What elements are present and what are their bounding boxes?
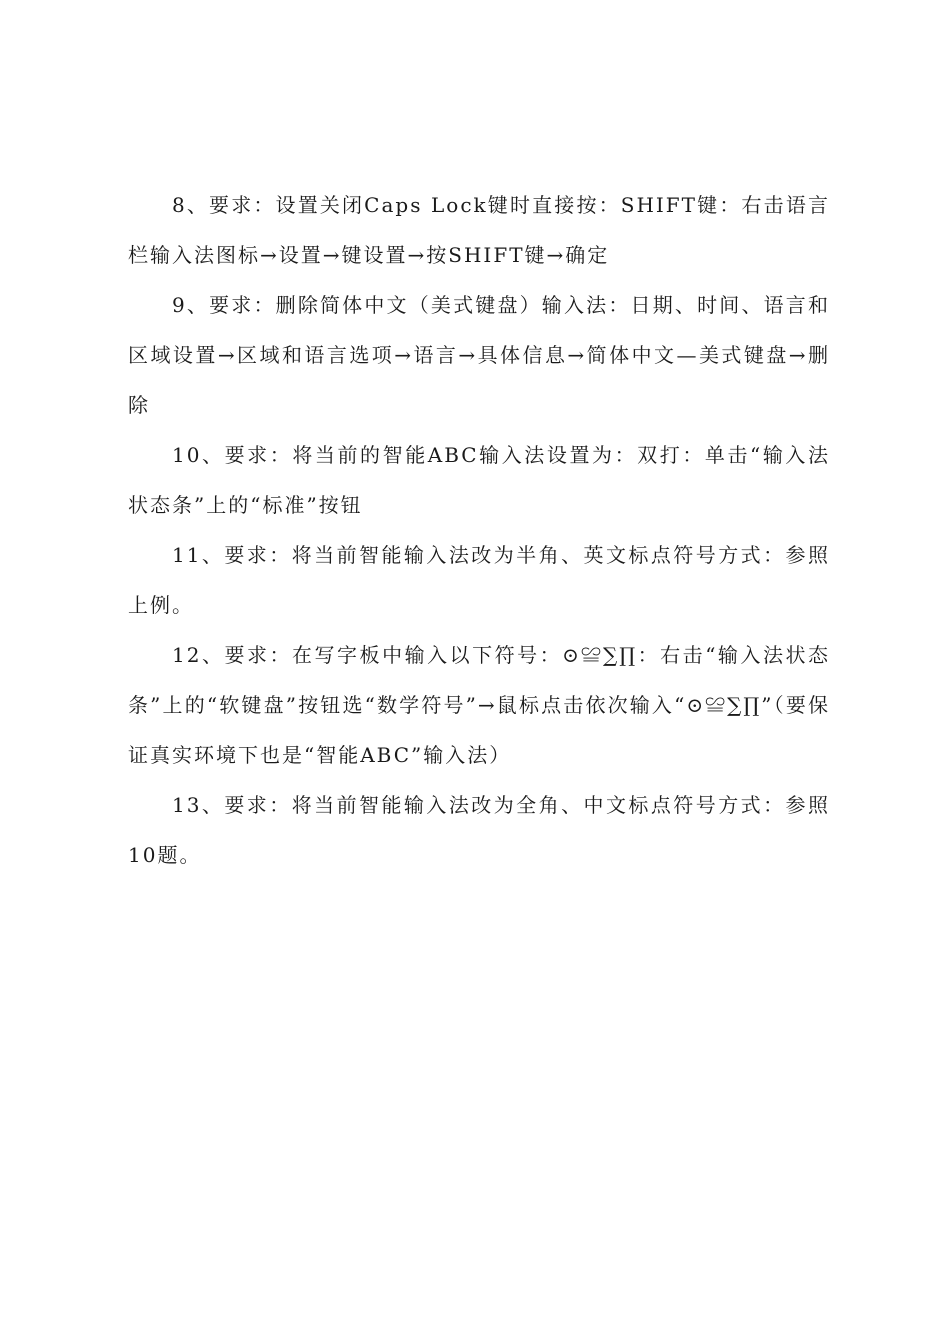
instruction-item-9: 9、要求：删除简体中文（美式键盘）输入法：日期、时间、语言和区域设置→区域和语言选项→语言→具体信息→简体中文—美式键盘→删除 [128, 293, 830, 417]
instruction-item-13: 13、要求：将当前智能输入法改为全角、中文标点符号方式：参照10题。 [128, 793, 830, 867]
instruction-item-12: 12、要求：在写字板中输入以下符号：⊙≌∑∏：右击“输入法状态条”上的“软键盘”按钮选“数学符号”→鼠标点击依次输入“⊙≌∑∏”（要保证真实环境下也是“智能ABC”输入法） [128, 643, 830, 767]
instruction-item-10: 10、要求：将当前的智能ABC输入法设置为：双打：单击“输入法状态条”上的“标准”按钮 [128, 443, 830, 517]
instruction-item-8: 8、要求：设置关闭Caps Lock键时直接按：SHIFT键：右击语言栏输入法图标→设置→键设置→按SHIFT键→确定 [128, 193, 830, 267]
instruction-item-11: 11、要求：将当前智能输入法改为半角、英文标点符号方式：参照上例。 [128, 543, 830, 617]
document-body [128, 180, 830, 880]
